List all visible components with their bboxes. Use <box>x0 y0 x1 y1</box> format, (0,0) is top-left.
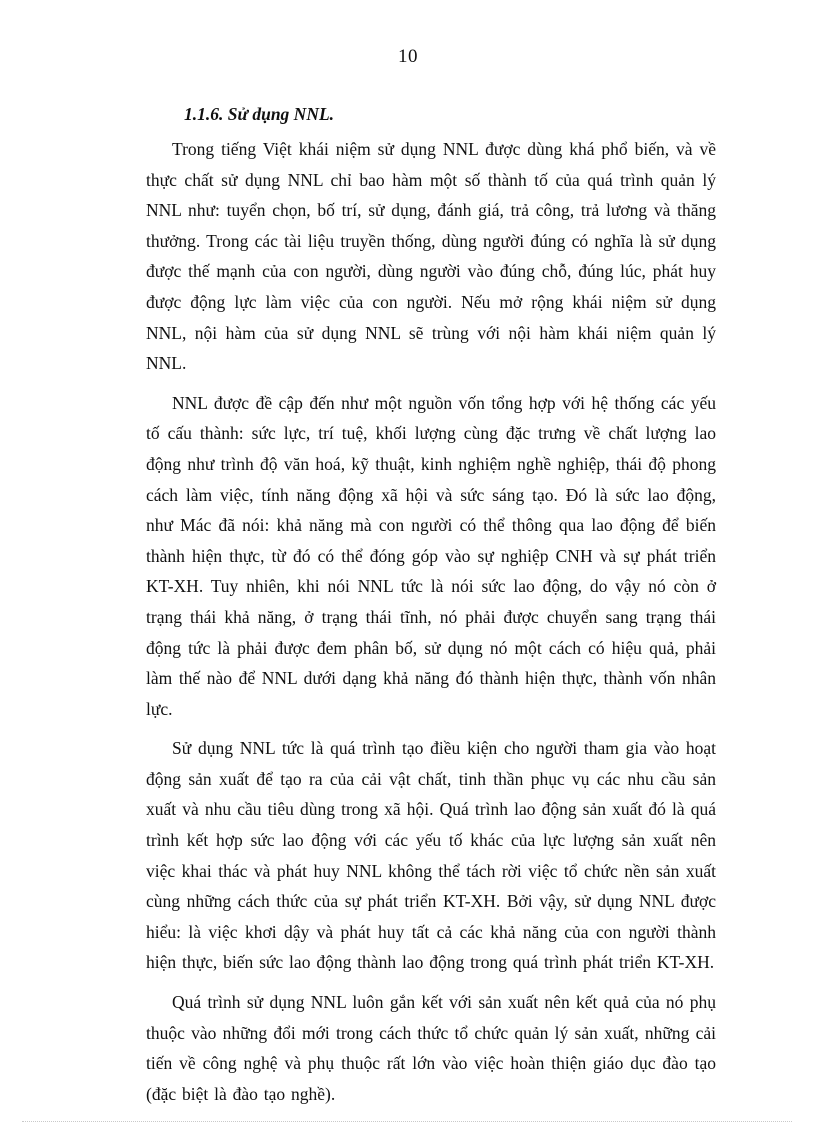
paragraph-1: Trong tiếng Việt khái niệm sử dụng NNL được dùng khá phổ biến, và về thực chất sử dụng NNL chỉ bao hàm một số thành tố của quá trình quản lý NNL như: tuyển chọn, bố trí, sử dụng, đánh giá, trả công, trả lương và thăng thưởng. Trong các tài liệu truyền thống, dùng người đúng có nghĩa là sử dụng được thế mạnh của con người, dùng người vào đúng chỗ, đúng lúc, phát huy được động lực làm việc của con người. Nếu mở rộng khái niệm sử dụng NNL, nội hàm của sử dụng NNL sẽ trùng với nội hàm khái niệm quản lý NNL. <box>146 139 716 374</box>
paragraph-3: Sử dụng NNL tức là quá trình tạo điều kiện cho người tham gia vào hoạt động sản xuất để tạo ra của cải vật chất, tinh thần phục vụ các nhu cầu sản xuất và nhu cầu tiêu dùng trong xã hội. Quá trình lao động sản xuất đó là quá trình kết hợp sức lao động với các yếu tố khác của lực lượng sản xuất nên việc khai thác và phát huy NNL không thể tách rời việc tổ chức nền sản xuất cùng những cách thức của sự phát triển KT-XH. Bởi vậy, sử dụng NNL được hiểu: là việc khơi dậy và phát huy tất cả các khả năng của con người thành hiện thực, biến sức lao động thành lao động trong quá trình phát triển KT-XH. <box>146 738 716 973</box>
paragraph-4: Quá trình sử dụng NNL luôn gắn kết với sản xuất nên kết quả của nó phụ thuộc vào những đổi mới trong cách thức tổ chức quản lý sản xuất, những cải tiến về công nghệ và phụ thuộc rất lớn vào việc hoàn thiện giáo dục đào tạo (đặc biệt là đào tạo nghề). <box>146 992 716 1104</box>
page-number: 10 <box>398 46 418 67</box>
document-body <box>146 100 716 1118</box>
page-bottom-divider <box>22 1121 792 1122</box>
section-heading: 1.1.6. Sử dụng NNL. <box>184 104 335 124</box>
paragraph-2: NNL được đề cập đến như một nguồn vốn tổng hợp với hệ thống các yếu tố cấu thành: sức lực, trí tuệ, khối lượng cùng đặc trưng về chất lượng lao động như trình độ văn hoá, kỹ thuật, kinh nghiệm nghề nghiệp, thái độ phong cách làm việc, tính năng động xã hội và sức sáng tạo. Đó là sức lao động, như Mác đã nói: khả năng mà con người có thể thông qua lao động để biến thành hiện thực, từ đó có thể đóng góp vào sự nghiệp CNH và sự phát triển KT-XH. Tuy nhiên, khi nói NNL tức là nói sức lao động, do vậy nó còn ở trạng thái khả năng, ở trạng thái tĩnh, nó phải được chuyển sang trạng thái động tức là phải được đem phân bố, sử dụng nó một cách có hiệu quả, phải làm thế nào để NNL dưới dạng khả năng đó thành hiện thực, thành vốn nhân lực. <box>146 392 716 719</box>
